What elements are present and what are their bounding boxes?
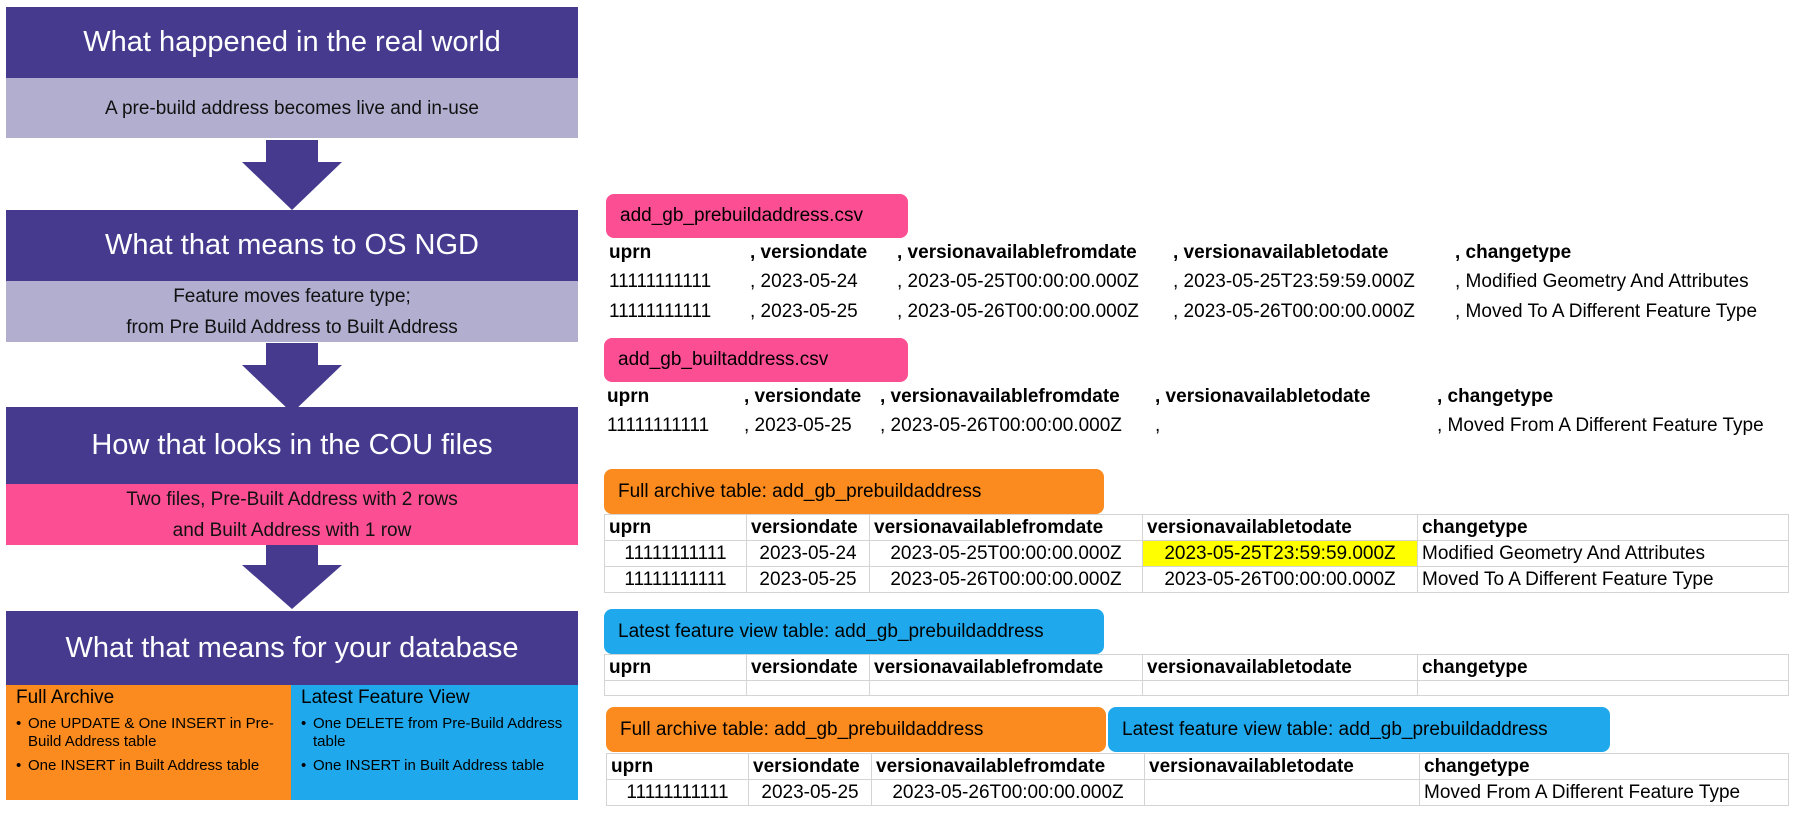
csv1-row xyxy=(609,299,1799,325)
step3-line-2: and Built Address with 1 row xyxy=(172,519,412,541)
column-header: changetype xyxy=(1418,655,1789,681)
csv2-filename: add_gb_builtaddress.csv xyxy=(604,338,908,382)
csv2-row xyxy=(607,413,1797,439)
table1-label: Full archive table: add_gb_prebuildaddress xyxy=(604,469,1104,514)
csv-cell: , versionavailabletodate xyxy=(1155,386,1371,407)
column-header: versionavailabletodate xyxy=(1143,515,1418,541)
table-cell: 2023-05-26T00:00:00.000Z xyxy=(872,780,1145,806)
latest-view-item: • One DELETE from Pre-Build Address table xyxy=(313,715,568,751)
csv-cell: , versionavailablefromdate xyxy=(897,242,1137,263)
csv-cell: , 2023-05-25 xyxy=(750,301,858,322)
table-cell xyxy=(747,681,870,696)
csv-cell: , 2023-05-26T00:00:00.000Z xyxy=(880,415,1122,436)
step1-description xyxy=(6,78,578,138)
step4-title: What that means for your database xyxy=(6,611,578,685)
csv-cell: , xyxy=(1155,415,1161,436)
column-header: versiondate xyxy=(747,515,870,541)
csv-cell: uprn xyxy=(607,386,650,407)
full-archive-item: • One UPDATE & One INSERT in Pre-Build Address table xyxy=(28,715,281,751)
table-cell xyxy=(1145,780,1420,806)
column-header: versionavailablefromdate xyxy=(870,655,1143,681)
step3-description xyxy=(6,484,578,545)
csv-cell: , 2023-05-24 xyxy=(750,271,858,292)
csv-cell: , 2023-05-26T00:00:00.000Z xyxy=(1173,301,1415,322)
column-header: versiondate xyxy=(749,754,872,780)
column-header: versionavailablefromdate xyxy=(870,515,1143,541)
full-archive-box xyxy=(6,685,291,800)
csv-cell: , 2023-05-25 xyxy=(744,415,852,436)
step3-line-1: Two files, Pre-Built Address with 2 rows xyxy=(126,488,458,510)
table-cell: 11111111111 xyxy=(605,567,747,593)
csv2-header-row xyxy=(607,384,1797,410)
table-cell xyxy=(605,681,747,696)
step2-line-1: Feature moves feature type; xyxy=(173,285,411,307)
table-cell: 2023-05-26T00:00:00.000Z xyxy=(1143,567,1418,593)
csv-cell: uprn xyxy=(609,242,652,263)
table-row xyxy=(605,567,1789,593)
column-header: changetype xyxy=(1420,754,1789,780)
column-header: uprn xyxy=(605,515,747,541)
csv-cell: , Modified Geometry And Attributes xyxy=(1455,271,1749,292)
latest-view-table xyxy=(604,654,1789,696)
table3-full-label: Full archive table: add_gb_prebuildaddress xyxy=(606,707,1106,752)
csv-cell: , changetype xyxy=(1455,242,1572,263)
full-archive-table xyxy=(604,514,1789,593)
down-arrow-icon xyxy=(242,343,342,413)
csv-cell: , Moved To A Different Feature Type xyxy=(1455,301,1758,322)
csv1-header-row xyxy=(609,240,1799,266)
csv-cell: , changetype xyxy=(1437,386,1554,407)
column-header: uprn xyxy=(605,655,747,681)
csv-cell: , versiondate xyxy=(750,242,868,263)
step1-line-1: A pre-build address becomes live and in-use xyxy=(105,97,479,119)
csv-cell: , versionavailabletodate xyxy=(1173,242,1389,263)
table-header-row xyxy=(605,655,1789,681)
down-arrow-icon xyxy=(242,140,342,210)
step2-title: What that means to OS NGD xyxy=(6,210,578,281)
csv1-row xyxy=(609,269,1799,295)
table-row xyxy=(605,681,1789,696)
csv-cell: , versionavailablefromdate xyxy=(880,386,1120,407)
csv-cell: 11111111111 xyxy=(607,415,710,436)
table-cell xyxy=(870,681,1143,696)
csv-cell: , 2023-05-25T23:59:59.000Z xyxy=(1173,271,1415,292)
table2-label: Latest feature view table: add_gb_prebuildaddress xyxy=(604,609,1104,654)
csv-cell: , 2023-05-25T00:00:00.000Z xyxy=(897,271,1139,292)
full-archive-item: • One INSERT in Built Address table xyxy=(28,757,281,775)
table-header-row xyxy=(607,754,1789,780)
table-cell: Moved From A Different Feature Type xyxy=(1420,780,1789,806)
built-address-table xyxy=(606,753,1789,806)
table-row xyxy=(605,541,1789,567)
table-cell: 2023-05-25 xyxy=(747,567,870,593)
table-cell: 2023-05-24 xyxy=(747,541,870,567)
step1-title: What happened in the real world xyxy=(6,7,578,78)
down-arrow-icon xyxy=(242,545,342,609)
column-header: versionavailabletodate xyxy=(1143,655,1418,681)
csv1-filename: add_gb_prebuildaddress.csv xyxy=(606,194,908,238)
csv-cell: 11111111111 xyxy=(609,301,712,322)
table-row xyxy=(607,780,1789,806)
latest-view-heading: Latest Feature View xyxy=(301,687,470,708)
table-cell: Moved To A Different Feature Type xyxy=(1418,567,1789,593)
table-cell: 2023-05-25 xyxy=(749,780,872,806)
table-cell xyxy=(1418,681,1789,696)
table3-latest-label: Latest feature view table: add_gb_prebuildaddress xyxy=(1108,707,1610,752)
csv-cell: 11111111111 xyxy=(609,271,712,292)
column-header: changetype xyxy=(1418,515,1789,541)
table-cell: 2023-05-25T00:00:00.000Z xyxy=(870,541,1143,567)
table-cell: 2023-05-26T00:00:00.000Z xyxy=(870,567,1143,593)
table-header-row xyxy=(605,515,1789,541)
table-cell: Modified Geometry And Attributes xyxy=(1418,541,1789,567)
full-archive-heading: Full Archive xyxy=(16,687,115,708)
table-cell xyxy=(1143,681,1418,696)
latest-view-item: • One INSERT in Built Address table xyxy=(313,757,568,775)
table-cell: 11111111111 xyxy=(607,780,749,806)
step3-title: How that looks in the COU files xyxy=(6,407,578,484)
csv-cell: , versiondate xyxy=(744,386,862,407)
column-header: versionavailablefromdate xyxy=(872,754,1145,780)
latest-view-box xyxy=(291,685,578,800)
column-header: versiondate xyxy=(747,655,870,681)
csv-cell: , Moved From A Different Feature Type xyxy=(1437,415,1764,436)
column-header: versionavailabletodate xyxy=(1145,754,1420,780)
highlighted-cell: 2023-05-25T23:59:59.000Z xyxy=(1143,541,1418,567)
step2-line-2: from Pre Build Address to Built Address xyxy=(126,316,458,338)
table-cell: 11111111111 xyxy=(605,541,747,567)
step2-description xyxy=(6,281,578,342)
csv-cell: , 2023-05-26T00:00:00.000Z xyxy=(897,301,1139,322)
column-header: uprn xyxy=(607,754,749,780)
